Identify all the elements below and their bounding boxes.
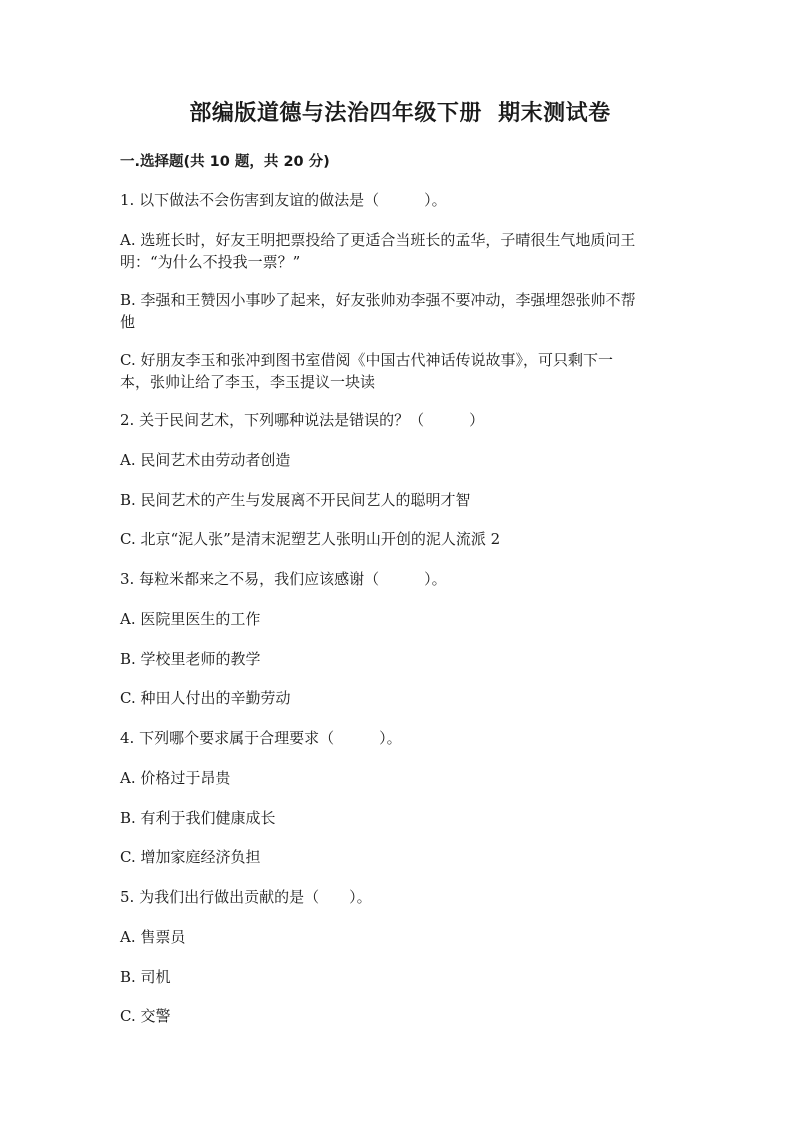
question-1-option-b-line-2: 他 (120, 313, 136, 331)
question-5-option-c: C. 交警 (120, 1007, 171, 1025)
question-1-option-b-line-1: B. 李强和王赞因小事吵了起来，好友张帅劝李强不要冲动，李强埋怨张帅不帮 (120, 291, 636, 309)
question-2-option-a: A. 民间艺术由劳动者创造 (120, 451, 291, 469)
question-5-stem: 5. 为我们出行做出贡献的是（ ）。 (120, 888, 372, 906)
question-2-option-c: C. 北京“泥人张”是清末泥塑艺人张明山开创的泥人流派 2 (120, 530, 501, 548)
question-5-option-b: B. 司机 (120, 968, 171, 986)
question-1-option-c-line-1: C. 好朋友李玉和张冲到图书室借阅《中国古代神话传说故事》，可只剩下一 (120, 351, 613, 369)
question-1-option-c-line-2: 本，张帅让给了李玉，李玉提议一块读 (120, 373, 376, 391)
question-1-option-a-line-2: 明：“为什么不投我一票？” (120, 253, 301, 271)
question-1-option-a-line-1: A. 选班长时，好友王明把票投给了更适合当班长的孟华，子晴很生气地质问王 (120, 231, 636, 249)
question-4-option-a: A. 价格过于昂贵 (120, 769, 231, 787)
question-5-option-a: A. 售票员 (120, 928, 186, 946)
question-4-option-b: B. 有利于我们健康成长 (120, 809, 276, 827)
page-title: 部编版道德与法治四年级下册 期末测试卷 (189, 101, 611, 126)
question-3-option-b: B. 学校里老师的教学 (120, 650, 261, 668)
section-heading: 一.选择题(共 10 题，共 20 分) (120, 154, 330, 170)
question-1-stem: 1. 以下做法不会伤害到友谊的做法是（ ）。 (120, 191, 447, 209)
question-3-option-c: C. 种田人付出的辛勤劳动 (120, 689, 291, 707)
question-3-option-a: A. 医院里医生的工作 (120, 610, 261, 628)
question-3-stem: 3. 每粒米都来之不易，我们应该感谢（ ）。 (120, 570, 447, 588)
question-4-option-c: C. 增加家庭经济负担 (120, 848, 261, 866)
question-2-option-b: B. 民间艺术的产生与发展离不开民间艺人的聪明才智 (120, 491, 471, 509)
question-2-stem: 2. 关于民间艺术，下列哪种说法是错误的？（ ） (120, 411, 485, 429)
question-4-stem: 4. 下列哪个要求属于合理要求（ ）。 (120, 729, 402, 747)
